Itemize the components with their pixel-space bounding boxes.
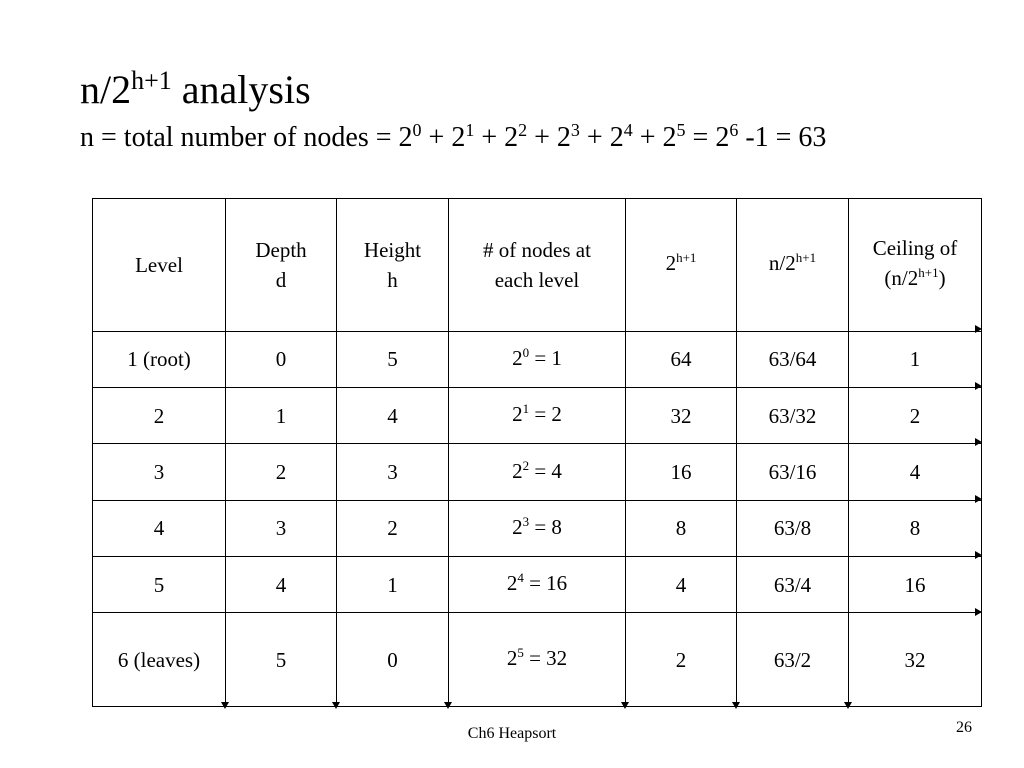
subtitle-prefix: n = total number of nodes = [80, 122, 399, 153]
cell-depth: 5 [226, 613, 337, 707]
cell-height: 3 [337, 444, 449, 500]
table-row [93, 613, 982, 707]
header-level: Level [93, 199, 226, 332]
cell-power: 8 [626, 500, 737, 556]
header-nodes-per-level: # of nodes at each level [449, 199, 626, 332]
slide-footer: Ch6 Heapsort [467, 725, 557, 742]
gridline-arrowhead-icon [732, 702, 740, 709]
header-ceiling: Ceiling of $(n/2^{h+1})$ [849, 199, 982, 332]
analysis-table-container [92, 198, 981, 707]
header-ratio: $n/2^{h+1}$ [737, 199, 849, 332]
gridline-arrowhead-icon [975, 438, 982, 446]
gridline-arrowhead-icon [975, 608, 982, 616]
gridline-arrowhead-icon [975, 382, 982, 390]
subtitle-term: $2^0$ + [398, 120, 452, 153]
cell-power: 64 [626, 331, 737, 387]
subtitle-term: $2^2$ + [504, 120, 557, 153]
gridline-arrowhead-icon [332, 702, 340, 709]
cell-nodes: $2^2 = 4$ [449, 444, 626, 500]
cell-ceiling: 2 [849, 388, 982, 444]
cell-height: 4 [337, 388, 449, 444]
header-height: Height h [337, 199, 449, 332]
cell-ratio: 63/16 [737, 444, 849, 500]
gridline-arrowhead-icon [975, 325, 982, 333]
title-exponent: h+1 [131, 66, 172, 95]
cell-depth: 0 [226, 331, 337, 387]
cell-power: 4 [626, 557, 737, 613]
page-number: 26 [956, 719, 972, 736]
cell-depth: 3 [226, 500, 337, 556]
cell-ceiling: 1 [849, 331, 982, 387]
cell-depth: 1 [226, 388, 337, 444]
gridline-arrowhead-icon [975, 551, 982, 559]
cell-height: 0 [337, 613, 449, 707]
cell-ratio: 63/64 [737, 331, 849, 387]
analysis-table [92, 198, 982, 707]
cell-height: 2 [337, 500, 449, 556]
cell-height: 5 [337, 331, 449, 387]
header-power: $2^{h+1}$ [626, 199, 737, 332]
subtitle-term: $2^3$ + [556, 120, 610, 153]
cell-power: 2 [626, 613, 737, 707]
gridline-arrowhead-icon [444, 702, 452, 709]
gridline-arrowhead-icon [844, 702, 852, 709]
table-row [93, 557, 982, 613]
title-base: n/2 [80, 67, 132, 112]
cell-ceiling: 32 [849, 613, 982, 707]
cell-level: 2 [93, 388, 226, 444]
cell-ceiling: 16 [849, 557, 982, 613]
cell-level: 1 (root) [93, 331, 226, 387]
cell-ceiling: 4 [849, 444, 982, 500]
table-header-row [93, 199, 982, 332]
cell-nodes: $2^3 = 8$ [449, 500, 626, 556]
cell-level: 4 [93, 500, 226, 556]
gridline-arrowhead-icon [975, 495, 982, 503]
cell-power: 32 [626, 388, 737, 444]
table-row [93, 500, 982, 556]
slide-title [80, 66, 311, 119]
cell-ceiling: 8 [849, 500, 982, 556]
table-row [93, 331, 982, 387]
cell-depth: 2 [226, 444, 337, 500]
table-row [93, 444, 982, 500]
cell-nodes: $2^4 = 16$ [449, 557, 626, 613]
cell-level: 3 [93, 444, 226, 500]
subtitle-term: $2^6$ -1 = 63 [715, 120, 827, 153]
cell-ratio: 63/32 [737, 388, 849, 444]
header-depth: Depth d [226, 199, 337, 332]
cell-ratio: 63/2 [737, 613, 849, 707]
table-row [93, 388, 982, 444]
cell-level: 6 (leaves) [93, 613, 226, 707]
subtitle-term: $2^5$ = [662, 120, 716, 153]
cell-nodes: $2^1 = 2$ [449, 388, 626, 444]
subtitle-term: $2^1$ + [451, 120, 505, 153]
cell-ratio: 63/8 [737, 500, 849, 556]
cell-nodes: $2^5 = 32$ [449, 613, 626, 707]
cell-power: 16 [626, 444, 737, 500]
cell-ratio: 63/4 [737, 557, 849, 613]
cell-level: 5 [93, 557, 226, 613]
cell-depth: 4 [226, 557, 337, 613]
title-rest: analysis [171, 67, 311, 112]
gridline-arrowhead-icon [621, 702, 629, 709]
gridline-arrowhead-icon [221, 702, 229, 709]
cell-height: 1 [337, 557, 449, 613]
subtitle-term: $2^4$ + [609, 120, 663, 153]
slide-subtitle [80, 118, 826, 160]
cell-nodes: $2^0 = 1$ [449, 331, 626, 387]
